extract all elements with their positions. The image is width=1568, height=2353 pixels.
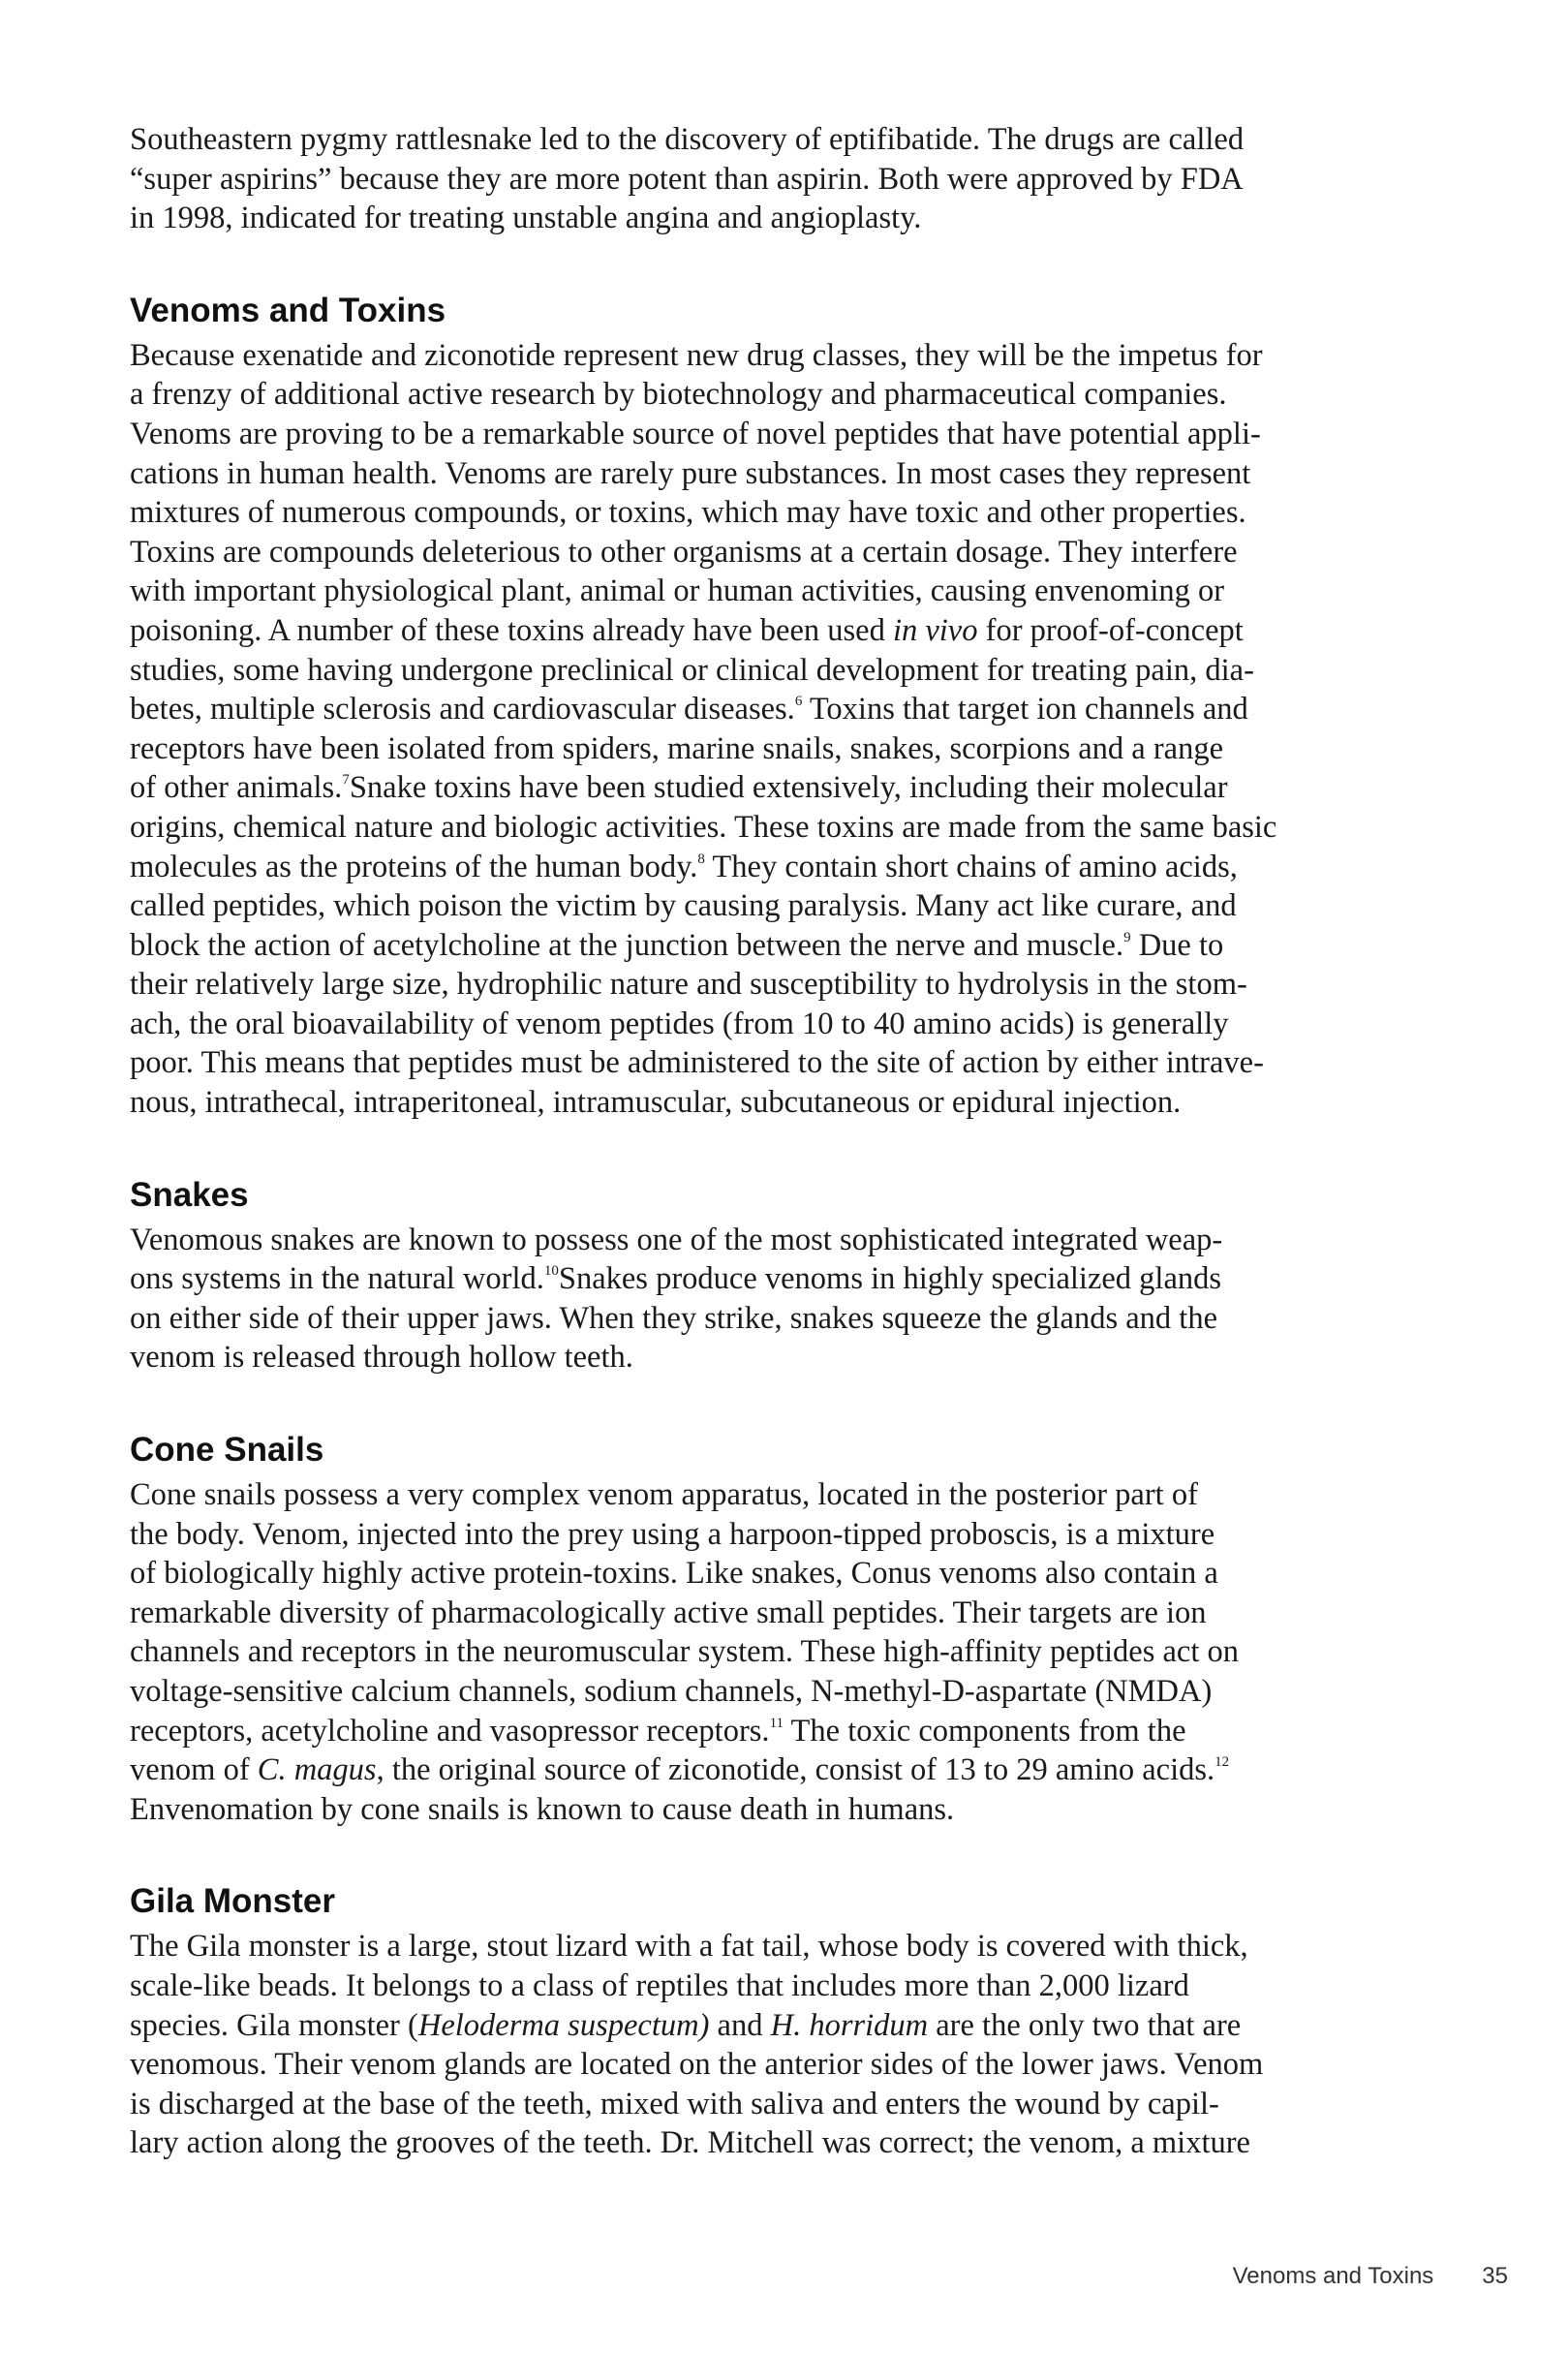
text-line: The Gila monster is a large, stout lizard with a fat tail, whose body is covered with thick,: [130, 1929, 1248, 1965]
text-run: Snakes produce venoms in highly specialized glands: [558, 1261, 1222, 1297]
text-run: ons systems in the natural world.: [130, 1261, 544, 1297]
text-line: [130, 1259, 1437, 1299]
section-heading-cone-snails: Cone Snails: [130, 1431, 324, 1470]
text-line: Venoms are proving to be a remarkable source of novel peptides that have potential appli-: [130, 416, 1261, 451]
text-line: a frenzy of additional active research by biotechnology and pharmaceutical companies.: [130, 377, 1227, 413]
text-line: on either side of their upper jaws. When they strike, snakes squeeze the glands and the: [130, 1300, 1218, 1336]
text-line: channels and receptors in the neuromuscular system. These high-affinity peptides act on: [130, 1634, 1239, 1670]
text-line: Venomous snakes are known to possess one of the most sophisticated integrated weap-: [130, 1222, 1223, 1257]
text-line: poor. This means that peptides must be administered to the site of action by either intrave-: [130, 1045, 1264, 1081]
footnote-ref: 8: [697, 851, 705, 867]
section-heading-snakes: Snakes: [130, 1175, 249, 1214]
footnote-ref: 6: [794, 694, 803, 710]
text-line: remarkable diversity of pharmacologically active small peptides. Their targets are ion: [130, 1594, 1207, 1630]
text-line: called peptides, which poison the victim by causing paralysis. Many act like curare, and: [130, 888, 1237, 924]
section-heading-venoms-and-toxins: Venoms and Toxins: [130, 291, 446, 329]
text-run: molecules as the proteins of the human body.: [130, 849, 698, 884]
text-line: venomous. Their venom glands are located on the anterior sides of the lower jaws. Venom: [130, 2047, 1264, 2083]
text-line: “super aspirins” because they are more potent than aspirin. Both were approved by FDA: [130, 161, 1244, 197]
text-run: Due to: [1130, 927, 1224, 963]
text-run: are the only two that are: [928, 2007, 1242, 2043]
text-line: [130, 768, 1437, 808]
venoms-and-toxins-paragraph: [130, 336, 1437, 1123]
text-line: origins, chemical nature and biologic activities. These toxins are made from the same basic: [130, 809, 1277, 845]
text-line: ach, the oral bioavailability of venom peptides (from 10 to 40 amino acids) is generally: [130, 1006, 1229, 1041]
text-line: the body. Venom, injected into the prey using a harpoon-tipped proboscis, is a mixture: [130, 1516, 1215, 1552]
italic-term: in vivo: [892, 612, 978, 648]
italic-term: C. magus: [257, 1752, 377, 1788]
text-line: [130, 1750, 1437, 1790]
running-title: Venoms and Toxins: [1232, 2263, 1434, 2289]
text-run: species. Gila monster (: [130, 2007, 418, 2043]
footnote-ref: 9: [1123, 929, 1131, 945]
italic-term: Heloderma suspectum): [417, 2007, 710, 2043]
text-line: Cone snails possess a very complex venom apparatus, located in the posterior part of: [130, 1477, 1198, 1513]
footnote-ref: 11: [769, 1715, 784, 1731]
text-line: of biologically highly active protein-toxins. Like snakes, Conus venoms also contain a: [130, 1556, 1218, 1592]
gila-monster-paragraph: [130, 1927, 1437, 2163]
text-line: venom is released through hollow teeth.: [130, 1340, 633, 1376]
footnote-ref: 7: [342, 772, 350, 789]
text-line: their relatively large size, hydrophilic nature and susceptibility to hydrolysis in the stom-: [130, 967, 1247, 1003]
text-line: [130, 926, 1437, 966]
footnote-ref: 10: [543, 1263, 559, 1280]
text-run: venom of: [130, 1752, 258, 1788]
text-line: with important physiological plant, animal or human activities, causing envenoming or: [130, 573, 1225, 609]
text-line: [130, 1712, 1437, 1751]
text-line: receptors have been isolated from spiders, marine snails, snakes, scorpions and a range: [130, 730, 1224, 766]
text-run: betes, multiple sclerosis and cardiovascular diseases.: [130, 692, 795, 728]
text-line: [130, 611, 1437, 651]
text-line: is discharged at the base of the teeth, mixed with saliva and enters the wound by capil-: [130, 2086, 1219, 2121]
text-run: and: [709, 2007, 771, 2043]
text-line: in 1998, indicated for treating unstable angina and angioplasty.: [130, 201, 922, 236]
text-run: , the original source of ziconotide, consist of 13 to 29 amino acids.: [376, 1752, 1215, 1788]
page-number: 35: [1482, 2263, 1508, 2289]
text-run: Toxins that target ion channels and: [802, 692, 1248, 728]
text-line: [130, 2006, 1437, 2046]
footnote-ref: 12: [1214, 1754, 1230, 1771]
text-run: poisoning. A number of these toxins already have been used: [130, 612, 885, 648]
text-line: studies, some having undergone preclinical or clinical development for treating pain, dia-: [130, 652, 1254, 688]
text-line: voltage-sensitive calcium channels, sodium channels, N-methyl-D-aspartate (NMDA): [130, 1674, 1213, 1709]
document-page: [130, 120, 1437, 2163]
section-heading-gila-monster: Gila Monster: [130, 1882, 335, 1921]
snakes-paragraph: [130, 1221, 1437, 1378]
text-line: Because exenatide and ziconotide represent new drug classes, they will be the impetus for: [130, 337, 1263, 373]
text-line: Southeastern pygmy rattlesnake led to the discovery of eptifibatide. The drugs are called: [130, 122, 1245, 157]
page-footer: [1233, 2263, 1508, 2290]
intro-paragraph: [130, 120, 1437, 238]
text-line: nous, intrathecal, intraperitoneal, intramuscular, subcutaneous or epidural injection.: [130, 1085, 1182, 1121]
text-line: cations in human health. Venoms are rarely pure substances. In most cases they represent: [130, 455, 1251, 491]
text-run: Snake toxins have been studied extensively, including their molecular: [349, 770, 1228, 806]
text-line: lary action along the grooves of the teeth. Dr. Mitchell was correct; the venom, a mixture: [130, 2125, 1250, 2161]
text-run: receptors, acetylcholine and vasopressor receptors.: [130, 1713, 770, 1749]
cone-snails-paragraph: [130, 1475, 1437, 1829]
text-line: Toxins are compounds deleterious to other organisms at a certain dosage. They interfere: [130, 534, 1238, 570]
text-run: block the action of acetylcholine at the junction between the nerve and muscle.: [130, 927, 1124, 963]
italic-term: H. horridum: [770, 2007, 929, 2043]
text-run: for proof-of-concept: [977, 612, 1244, 648]
text-run: They contain short chains of amino acids,: [704, 849, 1238, 884]
text-line: Envenomation by cone snails is known to cause death in humans.: [130, 1791, 955, 1827]
text-line: [130, 690, 1437, 729]
text-run: The toxic components from the: [784, 1713, 1186, 1749]
text-line: [130, 848, 1437, 887]
text-run: of other animals.: [130, 770, 343, 806]
text-line: scale-like beads. It belongs to a class of reptiles that includes more than 2,000 lizard: [130, 1967, 1189, 2003]
text-line: mixtures of numerous compounds, or toxins, which may have toxic and other properties.: [130, 495, 1246, 531]
